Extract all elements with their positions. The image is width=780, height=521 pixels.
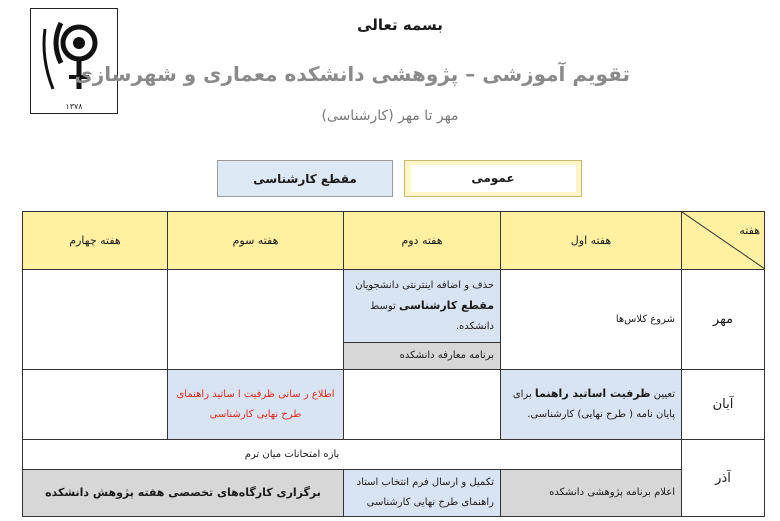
tab-general-label: عمومی	[411, 165, 576, 192]
aban-week3-cell: اطلاع ر سانی ظرفیت ا ساتید راهنمای طرح نهایی کارشناسی	[168, 370, 344, 440]
university-logo	[30, 8, 118, 114]
aban-week1-rest: برای پایان نامه ( طرح نهایی) کارشناسی.	[512, 389, 675, 420]
mehr-week3-cell	[168, 270, 344, 370]
logo-year: ۱۳۷۸	[65, 102, 83, 111]
month-mehr: مهر	[682, 270, 765, 370]
mehr-week2-cell	[344, 270, 501, 343]
aban-week4-cell	[23, 370, 168, 440]
mehr-week1-cell	[501, 270, 682, 370]
week-corner-header	[682, 212, 765, 270]
tab-bsc-label: مقطع کارشناسی	[253, 171, 357, 186]
tab-bsc[interactable]	[217, 160, 393, 197]
tab-general[interactable]	[404, 160, 582, 197]
mehr-week1-text: شروع کلاس‌ها	[615, 313, 675, 325]
calendar-table	[22, 211, 765, 517]
week-3-header: هفته سوم	[168, 212, 344, 270]
mehr-week4-cell	[23, 270, 168, 370]
month-azar: آذر	[682, 440, 765, 517]
diagonal-divider-icon	[682, 212, 765, 269]
mehr-week2-rest: توسط دانشکده.	[369, 300, 494, 332]
week-4-header: هفته چهارم	[23, 212, 168, 270]
azar-week34-cell: برگزاری کارگاه‌های تخصصی هفته پژوهش دانشکده	[23, 470, 344, 517]
aban-week1-pre: تعیین	[653, 389, 675, 400]
corner-label: هفته	[739, 224, 760, 237]
mehr-week2-program: برنامه معارفه دانشکده	[344, 343, 501, 370]
azar-exam-range: بازه امتحانات میان ترم	[23, 440, 682, 470]
week-2-header: هفته دوم	[344, 212, 501, 270]
month-aban: آبان	[682, 370, 765, 440]
basmala: بسمه تعالی	[357, 16, 443, 34]
page-title: تقویم آموزشی – پژوهشی دانشکده معماری و شهرسازی	[74, 62, 630, 86]
mehr-week2-bold: مقطع کارشناسی	[398, 298, 494, 312]
mehr-week2-line1: حذف و اضافه اینترنتی دانشجویان	[355, 279, 494, 291]
page-subtitle: مهر تا مهر (کارشناسی)	[321, 108, 459, 124]
week-1-header: هفته اول	[501, 212, 682, 270]
aban-week1-cell	[501, 370, 682, 440]
aban-week1-bold: ظرفیت اساتید راهنما	[534, 387, 651, 400]
azar-week2-cell: تکمیل و ارسال فرم انتخاب استاد راهنمای طرح نهایی کارشناسی	[344, 470, 501, 517]
azar-week1-cell: اعلام برنامه پژوهشی دانشکده	[501, 470, 682, 517]
aban-week2-cell	[344, 370, 501, 440]
